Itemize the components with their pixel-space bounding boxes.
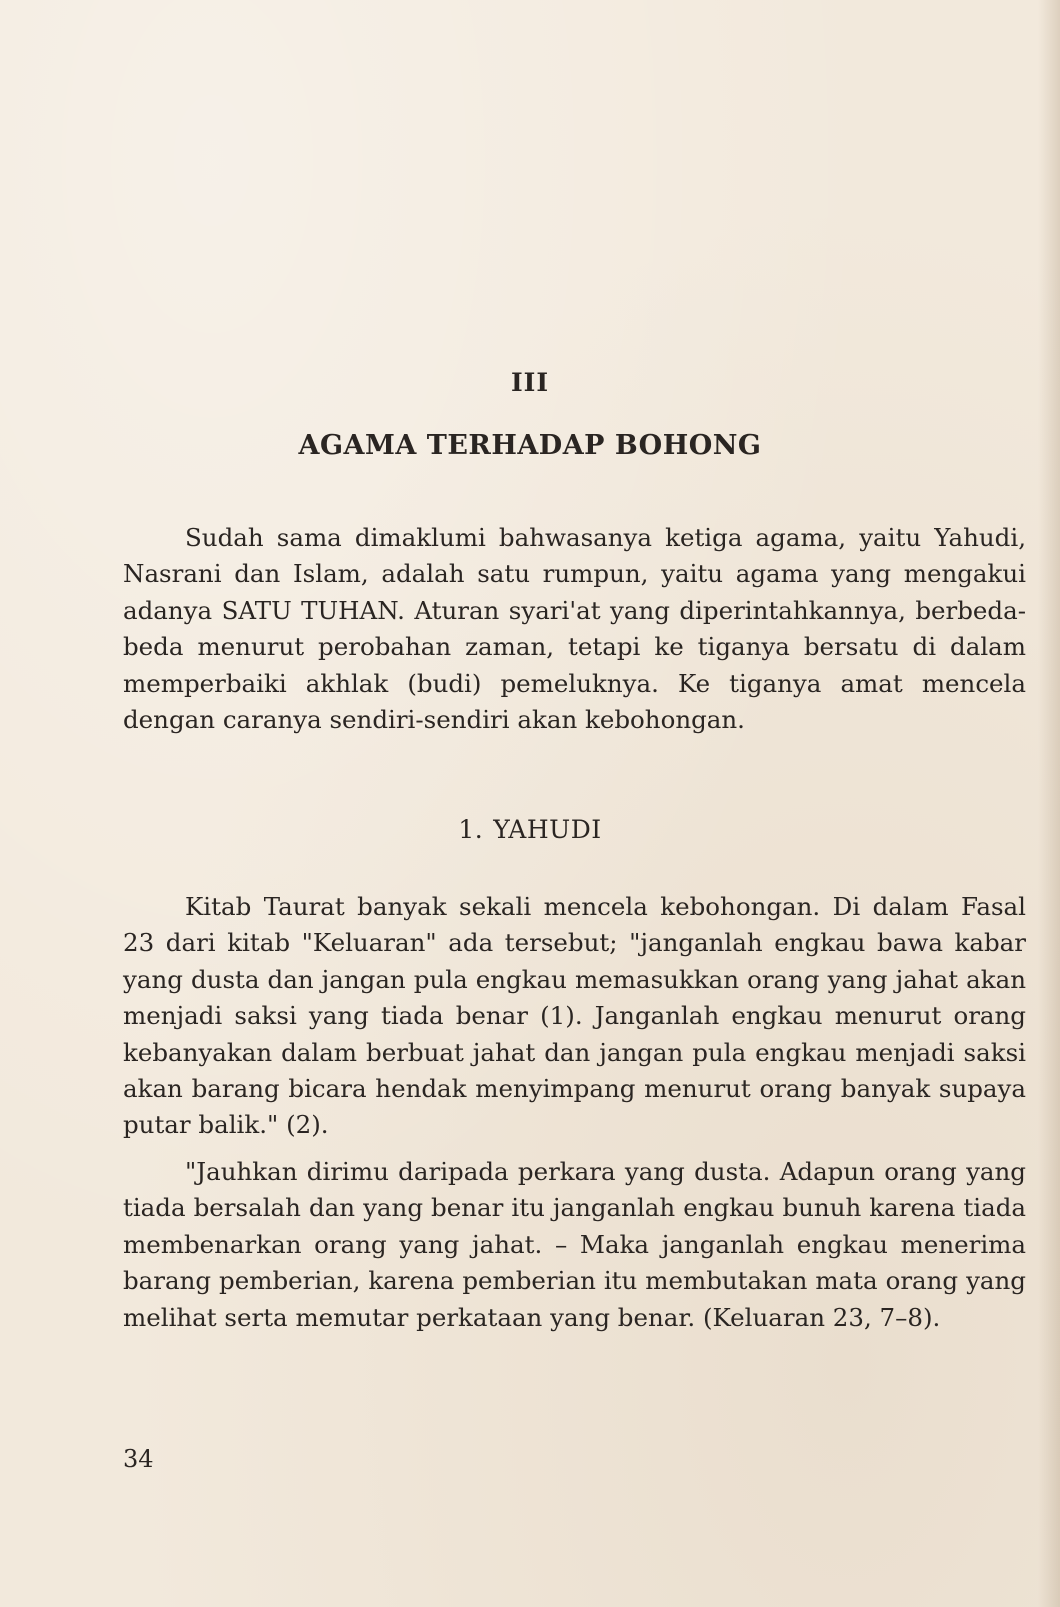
section-title: YAHUDI: [493, 815, 602, 844]
chapter-number: III: [510, 368, 550, 397]
section-heading: [0, 815, 1060, 844]
page-number: 34: [123, 1445, 154, 1473]
page-edge-shadow: [1038, 0, 1060, 1607]
section-number: 1.: [458, 815, 484, 844]
intro-paragraph: Sudah sama dimaklumi bahwasanya ketiga agama, yaitu Yahudi, Nasrani dan Islam, adalah satu rumpun, yaitu agama yang mengakui adanya SATU TUHAN. Aturan syari'at yang diperintahkannya, berbeda-beda menurut perobahan zaman, tetapi ke tiganya bersatu di dalam memperbaiki akhlak (budi) pemeluknya. Ke tiganya amat mencela dengan caranya sendiri-sendiri akan kebohongan.: [123, 523, 1026, 735]
chapter-title: AGAMA TERHADAP BOHONG: [298, 430, 762, 461]
section-paragraph-1: Kitab Taurat banyak sekali mencela kebohongan. Di dalam Fasal 23 dari kitab "Keluaran" ada tersebut; "janganlah engkau bawa kabar yang dusta dan jangan pula engkau memasukkan orang yang jahat akan menjadi saksi yang tiada benar (1). Janganlah engkau menurut orang kebanyakan dalam berbuat jahat dan jangan pula engkau menjadi saksi akan barang bicara hendak menyimpang menurut orang banyak supaya putar balik." (2).: [123, 892, 1026, 1140]
section-paragraph-2: "Jauhkan dirimu daripada perkara yang dusta. Adapun orang yang tiada bersalah dan yang benar itu janganlah engkau bunuh karena tiada membenarkan orang yang jahat. – Maka janganlah engkau menerima barang pemberian, karena pemberian itu membutakan mata orang yang melihat serta memutar perkataan yang benar. (Keluaran 23, 7–8).: [123, 1157, 1026, 1332]
